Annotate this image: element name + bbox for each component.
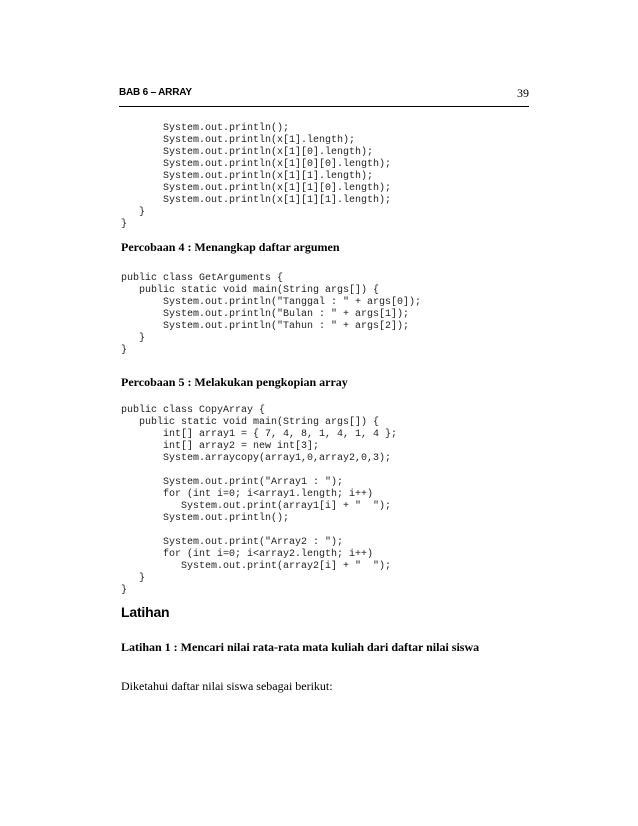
heading-percobaan-4: Percobaan 4 : Menangkap daftar argumen bbox=[121, 240, 340, 254]
code-block-x-array: System.out.println(); System.out.println(x[1].length); System.out.println(x[1][0].length); System.out.println(x[1][0][0].length); System.out.println(x[1][1].length); System.out.println(x[1][1][0].length); System.out.println(x[1][1][1].length); } } bbox=[121, 123, 392, 230]
chapter-title: BAB 6 – ARRAY bbox=[119, 87, 192, 98]
code-block-copy-array: public class CopyArray { public static void main(String args[]) { int[] array1 = { 7, 4, 8, 1, 4, 1, 4 }; int[] array2 = new int[3]; System.arraycopy(array1,0,array2,0,3); System.out.print("Array1 : "); for (int i=0; i<array1.length; i++) System.out.print(array1[i] + " "); System.out.println(); System.out.print("Array2 : "); for (int i=0; i<array2.length; i++) System.out.print(array2[i] + " "); } } bbox=[121, 405, 398, 596]
intro-paragraph: Diketahui daftar nilai siswa sebagai berikut: bbox=[121, 679, 333, 693]
code-block-get-arguments: public class GetArguments { public static void main(String args[]) { System.out.println("Tanggal : " + args[0]); System.out.println("Bulan : " + args[1]); System.out.println("Tahun : " + args[2]); } } bbox=[121, 273, 422, 356]
page-header bbox=[119, 86, 529, 107]
section-title-latihan: Latihan bbox=[121, 604, 170, 620]
heading-percobaan-5: Percobaan 5 : Melakukan pengkopian array bbox=[121, 375, 348, 389]
page-number: 39 bbox=[517, 86, 529, 100]
heading-latihan-1: Latihan 1 : Mencari nilai rata-rata mata kuliah dari daftar nilai siswa bbox=[121, 640, 480, 654]
